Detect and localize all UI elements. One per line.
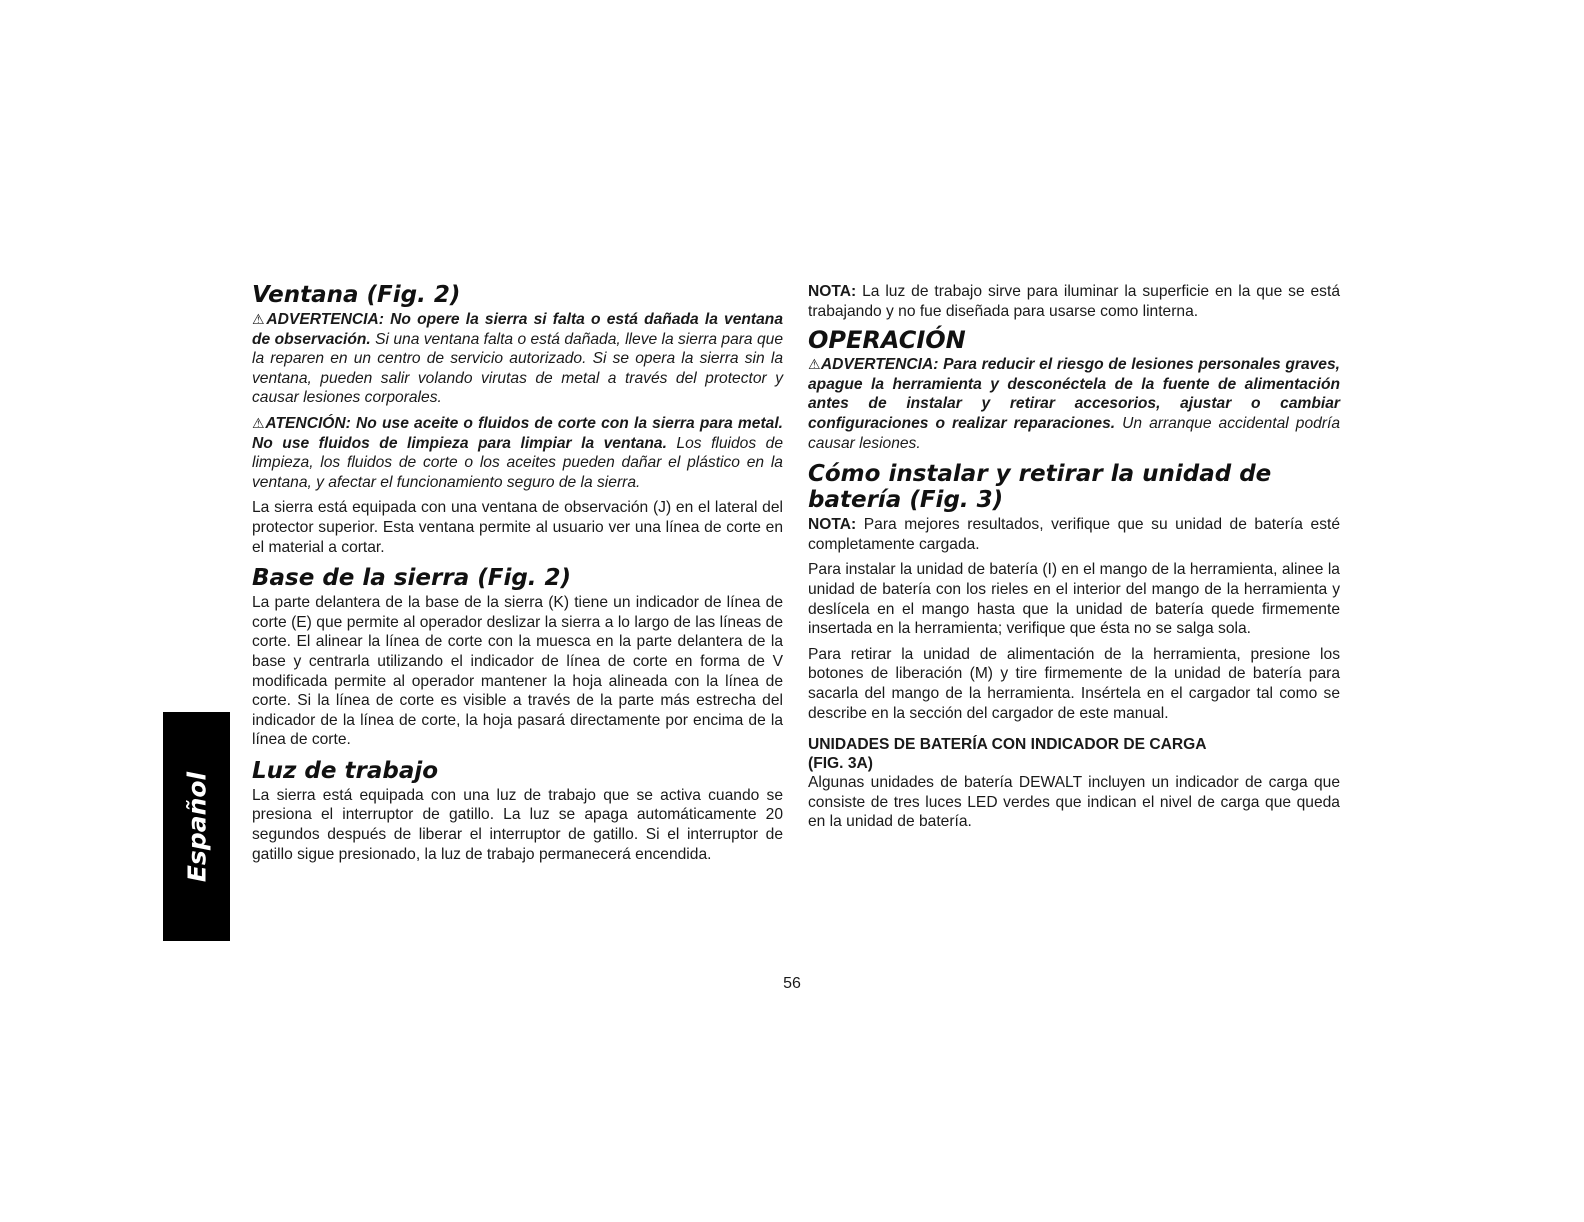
warning-bold-text: ADVERTENCIA: Para reducir el riesgo de lesiones personales graves, apague la herramienta y desconéctela de la fuente de alimentación antes de instalar y retirar accesorios, ajustar o cambiar configuraciones o realizar reparaciones. (808, 356, 1340, 432)
warning-italic-text: Si una ventana falta o está dañada, lleve la sierra para que la reparen en un centro de servicio autorizado. Si se opera la sierra sin la ventana, pueden salir volando virutas de metal a través del protector y causar lesiones corporales. (252, 330, 783, 407)
nota-text: Para mejores resultados, verifique que su unidad de batería esté completamente cargada. (808, 516, 1340, 553)
right-column (808, 282, 1340, 838)
warning-bold-text: ADVERTENCIA: No opere la sierra si falta o está dañada la ventana de observación. (252, 311, 783, 348)
nota-label: NOTA: (808, 516, 857, 534)
base-body: La parte delantera de la base de la sierra (K) tiene un indicador de línea de corte (E) que permite al operador deslizar la sierra a lo largo de las líneas de corte. El alinear la línea de corte con la muesca en la parte delantera de la base y centrarla utilizando el indicador de línea de corte en forma de V modificada permite al operador mantener la hoja alineada con la línea de corte. Si la línea de corte es visible a través de la parte más estrecha del indicador de la línea de corte, la hoja pasará directamente por encima de la línea de corte. (252, 594, 783, 749)
warning-italic-text: Un arranque accidental podría causar lesiones. (808, 414, 1340, 452)
nota-luz (808, 282, 1340, 321)
warning-ventana (252, 310, 783, 408)
caution-ventana (252, 414, 783, 492)
luz-body: La sierra está equipada con una luz de trabajo que se activa cuando se presiona el interruptor de gatillo. La luz se apaga automáticamente 20 segundos después de liberar el interruptor de gatillo. Si el interruptor de gatillo sigue presionado, la luz de trabajo permanecerá encendida. (252, 786, 783, 863)
language-tab (163, 712, 230, 941)
subsection-title-line2: (FIG. 3A) (808, 755, 873, 773)
page-number: 56 (783, 975, 801, 992)
ventana-body: La sierra está equipada con una ventana de observación (J) en el lateral del protector superior. Esta ventana permite al usuario ver una línea de corte en el material a cortar. (252, 499, 783, 556)
nota-bateria (808, 515, 1340, 554)
left-column (252, 282, 783, 870)
section-title-ventana: Ventana (Fig. 2) (252, 282, 461, 308)
indicador-body: Algunas unidades de batería DEWALT incluyen un indicador de carga que consiste de tres luces LED verdes que indican el nivel de carga que queda en la unidad de batería. (808, 774, 1340, 831)
warning-operacion (808, 355, 1340, 453)
section-title-operacion: OPERACIÓN (808, 326, 966, 355)
nota-label: NOTA: (808, 283, 857, 300)
section-title-luz: Luz de trabajo (252, 757, 439, 784)
warning-triangle-icon: ⚠ (252, 311, 267, 327)
warning-triangle-icon: ⚠ (252, 414, 266, 431)
nota-text: La luz de trabajo sirve para iluminar la superficie en la que se está trabajando y no fue diseñada para usarse como linterna. (808, 283, 1340, 320)
section-title-bateria: Cómo instalar y retirar la unidad de batería (Fig. 3) (808, 461, 1272, 514)
subsection-title-line1: UNIDADES DE BATERÍA CON INDICADOR DE CARGA (808, 736, 1207, 754)
subsection-title-indicador (808, 735, 1340, 773)
warning-triangle-icon: ⚠ (808, 356, 821, 373)
caution-italic-text: Los fluidos de limpieza, los fluidos de corte o los aceites pueden dañar el plástico en la ventana, y afectar el funcionamiento seguro de la sierra. (252, 434, 783, 491)
bateria-install: Para instalar la unidad de batería (I) en el mango de la herramienta, alinee la unidad de batería con los rieles en el interior del mango de la herramienta y deslícela en el mango hasta que la unidad de batería quede firmemente insertada en la herramienta; verifique que ésta no se salga sola. (808, 561, 1340, 638)
section-title-base: Base de la sierra (Fig. 2) (252, 565, 572, 592)
caution-bold-text: ATENCIÓN: No use aceite o fluidos de corte con la sierra para metal. No use fluidos de limpieza para limpiar la ventana. (252, 414, 784, 452)
language-tab-label: Español (182, 771, 211, 882)
bateria-remove: Para retirar la unidad de alimentación de la herramienta, presione los botones de liberación (M) y tire firmemente de la unidad de batería para sacarla del mango de la herramienta. Insértela en el cargador tal como se describe en la sección del cargador de este manual. (808, 645, 1340, 722)
